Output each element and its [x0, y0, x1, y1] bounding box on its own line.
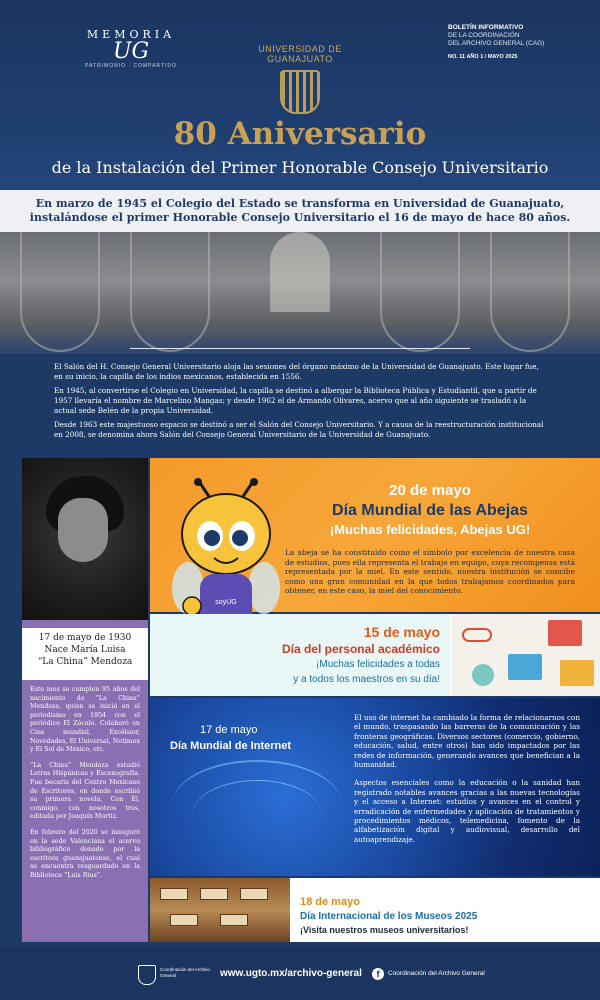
display-case: [160, 888, 188, 900]
banner-line1: En marzo de 1945 el Colegio del Estado se transforma en Universidad de Guanajuato,: [35, 197, 565, 210]
internet-text: [354, 713, 580, 853]
memoria-ug: UG: [112, 39, 150, 64]
bees-text: La abeja se ha constituido como el símbolo por excelencia de nuestra casa de estudios, pues ella representa el trabajo en equipo, cuya recompensa está representada por la miel. En este sentido, nuestra institución se concibe como una gran comunidad en la que todos trabajamos coordinados para obtener, en este caso, la miel del conocimiento.: [285, 548, 575, 596]
facebook-link[interactable]: Coordinación del Archivo General: [388, 970, 485, 977]
facebook-icon[interactable]: f: [372, 968, 384, 980]
academic-greeting-line1: ¡Muchas felicidades a todas: [316, 659, 440, 670]
issue-number: NO. 11 AÑO 1 / MAYO 2025: [448, 54, 518, 60]
academic-greeting-line2: y a todos los maestros en su día!: [293, 674, 440, 685]
footer-website-link[interactable]: www.ugto.mx/archivo-general: [220, 968, 362, 979]
museums-date: 18 de mayo: [300, 896, 360, 908]
museum-photo: [150, 878, 290, 942]
display-case: [170, 914, 198, 926]
council-hall-photo: [0, 232, 600, 354]
internet-paragraph: El uso de internet ha cambiado la forma de relacionarnos con el mundo, traspasando las barreras de la comunicación y las fronteras geográficas. Diversos sectores (comercio, gobierno, educación, salud, entre otros) han sido impactados por las redes de información, generando avances que benefician a la humanidad.: [354, 713, 580, 770]
academic-title: Día del personal académico: [281, 642, 440, 656]
university-line2: GUANAJUATO: [267, 54, 333, 64]
portrait-photo: [22, 458, 148, 620]
arch-shape: [380, 232, 460, 352]
internet-paragraph: Aspectos esenciales como la educación o la sanidad han registrado notables avances gracias a las nuevas tecnologías y el acceso a Internet: estudios y avances en el control y erradicación de enfermedades y aplicación de tratamientos y procedimientos médicos, telemedicina, fomento de la alfabetización digital y audiovisual, desarrollo del autoaprendizaje.: [354, 778, 580, 844]
book-icon: [560, 660, 594, 686]
university-crest-icon: [280, 70, 320, 114]
book-icon: [508, 654, 542, 680]
internet-title: Día Mundial de Internet: [170, 740, 292, 752]
bio-text: [30, 686, 140, 887]
bio-line2: Nace María Luisa: [44, 645, 126, 655]
page-subtitle: de la Instalación del Primer Honorable Consejo Universitario: [51, 158, 549, 177]
bees-date: 20 de mayo: [389, 482, 471, 499]
bulletin-line1: BOLETÍN INFORMATIVO: [448, 24, 524, 31]
internet-date: 17 de mayo: [200, 724, 258, 736]
display-case: [200, 888, 228, 900]
bulletin-info: [448, 24, 578, 60]
bio-line3: “La China” Mendoza: [37, 657, 133, 667]
desk-illustration: [452, 614, 600, 696]
arch-shape: [20, 232, 100, 352]
bulletin-line3: DEL ARCHIVO GENERAL (CAG): [448, 40, 545, 47]
page-title: 80 Aniversario: [173, 116, 427, 152]
book-icon: [548, 620, 582, 646]
mascot-shirt-text: soyUG: [215, 599, 237, 606]
bio-paragraph: En febrero del 2020 se inauguró en la sede Valenciana el acervo bibliográfico donado por la escritora guanajuatense, el cual se encuentra resguardado en la Biblioteca “Luis Rius”.: [30, 828, 140, 879]
banner-line2: instalándose el primer Honorable Consejo Universitario el 16 de mayo de hace 80 años.: [29, 211, 571, 224]
history-text: [54, 362, 548, 444]
university-logo: [245, 44, 355, 64]
bees-greeting: ¡Muchas felicidades, Abejas UG!: [329, 522, 531, 537]
intro-banner: [0, 190, 600, 232]
arch-shape: [490, 232, 570, 352]
history-paragraph: En 1945, al convertirse el Colegio en Universidad, la capilla se destinó a albergar la Biblioteca Pública y Estudiantil, que a partir de 1957 llevaría el nombre de Marcelino Mangas; y desde 1962 el de Armando Olivares, acervo que al año siguiente se trasladó a la actual sede Belén de la propia Universidad.: [54, 386, 537, 415]
bulletin-line2: DE LA COORDINACIÓN: [448, 32, 520, 39]
divider: [130, 348, 470, 349]
memoria-logo: [66, 28, 196, 69]
footer-org: Coordinación del Archivo General: [160, 967, 210, 978]
display-case: [220, 914, 248, 926]
glasses-icon: [462, 628, 492, 642]
history-paragraph: El Salón del H. Consejo General Universitario aloja las sesiones del órgano máximo de la Universidad de Guanajuato. Este lugar fue, en su inicio, la capilla de los indios mexicanos, establecida en 1556.: [54, 362, 539, 381]
memoria-word: MEMORIA: [86, 28, 176, 41]
display-case: [240, 888, 268, 900]
history-paragraph: Desde 1963 este majestuoso espacio se destinó a ser el Salón del Consejo Universitario. Y a causa de la reestructuración institucional en 2008, se denomina ahora Salón del Consejo General Universitario de la Universidad de Guanajuato.: [54, 420, 544, 439]
footer-crest-icon: [138, 965, 156, 985]
bio-heading: [22, 628, 148, 680]
cup-icon: [472, 664, 494, 686]
bio-paragraph: Este mes se cumplen 95 años del nacimiento de “La China” Mendoza, quien se inició en el periodismo en 1954 con el periódico El Zócalo. Colaboró en Cine mundial, Excélsior, Novedades, El Universal, Notimex y El Sol de México, etc.: [30, 686, 140, 754]
museums-title: Día Internacional de los Museos 2025: [300, 911, 478, 922]
academic-date: 15 de mayo: [363, 624, 440, 640]
memoria-tagline: PATRIMONIO · COMPARTIDO: [85, 63, 177, 69]
bio-date: 17 de mayo de 1930: [38, 633, 132, 643]
bees-title: Día Mundial de las Abejas: [332, 502, 528, 519]
window-shape: [270, 232, 330, 312]
university-line1: UNIVERSIDAD DE: [258, 44, 342, 54]
museums-call: ¡Visita nuestros museos universitarios!: [300, 925, 469, 935]
face-shape: [58, 498, 108, 562]
bio-paragraph: “La China” Mendoza estudió Letras Hispánicas y Escenografía. Fue becaria del Centro Mexicano de Escritores, en donde escribió su primera novela, Con Él, conmigo, con nosotros tres, editada por Joaquín Mortiz.: [30, 761, 140, 821]
arch-shape: [130, 232, 210, 352]
network-globe-icon: [192, 780, 322, 850]
